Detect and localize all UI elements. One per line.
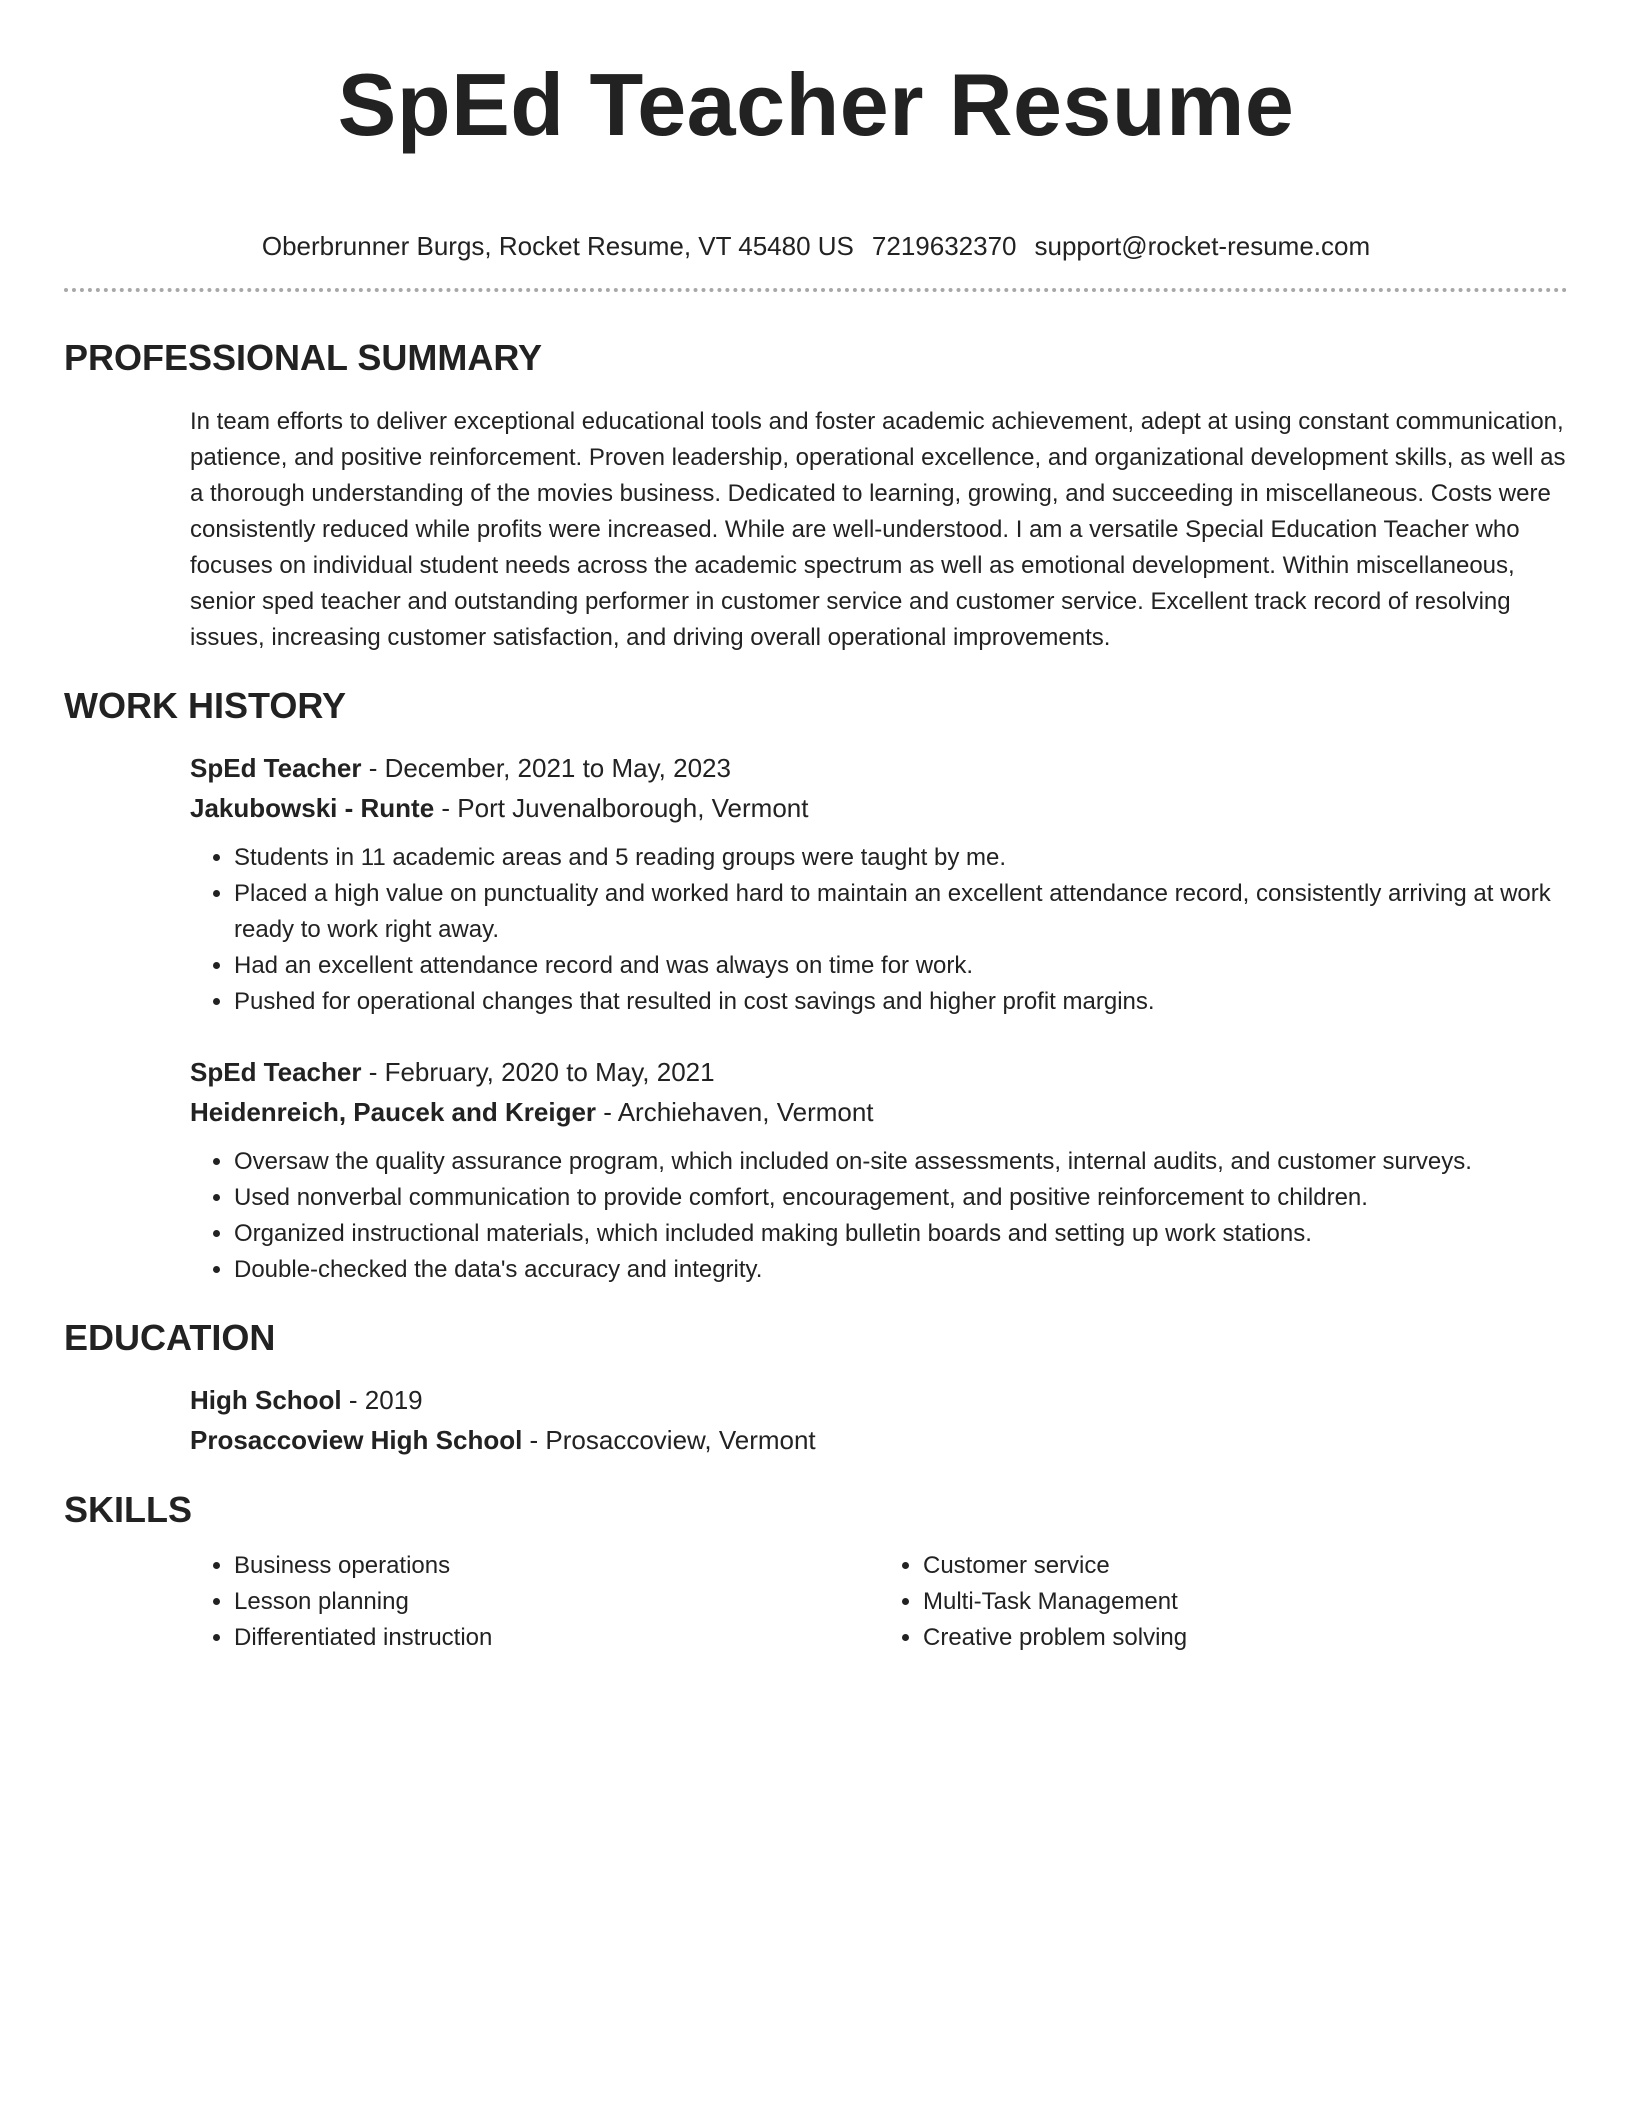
job-bullet: • Organized instructional materials, which included making bulletin boards and setting up work stations. — [234, 1216, 1568, 1252]
job-title-line — [190, 748, 1568, 788]
contact-email: support@rocket-resume.com — [1034, 231, 1371, 261]
job-bullet: • Placed a high value on punctuality and worked hard to maintain an excellent attendance record, consistently arriving at work ready to work right away. — [234, 876, 1568, 948]
skill-item: • Business operations — [234, 1548, 879, 1584]
header-divider — [64, 288, 1568, 292]
summary-text: In team efforts to deliver exceptional educational tools and foster academic achievement, adept at using constant communication, patience, and positive reinforcement. Proven leadership, operational excellence, and organizational development skills, as well as a thorough understanding of the movies business. Dedicated to learning, growing, and succeeding in miscellaneous. Costs were consistently reduced while profits were increased. While are well-understood. I am a versatile Special Education Teacher who focuses on individual student needs across the academic spectrum as well as emotional development. Within miscellaneous, senior sped teacher and outstanding performer in customer service and customer service. Excellent track record of resolving issues, increasing customer satisfaction, and driving overall operational improvements. — [190, 408, 1566, 651]
education-degree-line — [190, 1380, 1568, 1420]
job-company-line — [190, 788, 1568, 828]
job-bullet: • Pushed for operational changes that resulted in cost savings and higher profit margins. — [234, 984, 1568, 1020]
job-location: - Port Juvenalborough, Vermont — [434, 793, 809, 823]
skills-column-right — [879, 1548, 1568, 1656]
education-school-line — [190, 1420, 1568, 1460]
job-bullets — [190, 1144, 1568, 1288]
job-role: SpEd Teacher — [190, 753, 362, 783]
skill-item: • Differentiated instruction — [234, 1620, 879, 1656]
job-dates: - December, 2021 to May, 2023 — [361, 753, 731, 783]
job-bullet: • Had an excellent attendance record and was always on time for work. — [234, 948, 1568, 984]
skill-item: • Multi-Task Management — [923, 1584, 1568, 1620]
job-bullets — [190, 840, 1568, 1020]
education-school: Prosaccoview High School — [190, 1425, 523, 1455]
contact-address: Oberbrunner Burgs, Rocket Resume, VT 45480 US — [261, 231, 854, 261]
contact-phone: 7219632370 — [871, 231, 1017, 261]
education-heading: EDUCATION — [64, 1317, 276, 1358]
job-entry — [64, 1052, 1568, 1288]
job-bullet: • Students in 11 academic areas and 5 reading groups were taught by me. — [234, 840, 1568, 876]
job-bullet: • Used nonverbal communication to provide comfort, encouragement, and positive reinforcement to children. — [234, 1180, 1568, 1216]
education-entry — [64, 1380, 1568, 1460]
job-role: SpEd Teacher — [190, 1057, 362, 1087]
skill-item: • Lesson planning — [234, 1584, 879, 1620]
skills-heading: SKILLS — [64, 1489, 193, 1530]
job-title-line — [190, 1052, 1568, 1092]
work-history-heading: WORK HISTORY — [64, 685, 347, 726]
skill-item: • Creative problem solving — [923, 1620, 1568, 1656]
education-year: - 2019 — [341, 1385, 423, 1415]
contact-line — [64, 228, 1568, 264]
skills-grid — [64, 1548, 1568, 1656]
job-bullet: • Oversaw the quality assurance program, which included on-site assessments, internal audits, and customer surveys. — [234, 1144, 1568, 1180]
job-location: - Archiehaven, Vermont — [596, 1097, 874, 1127]
job-company-line — [190, 1092, 1568, 1132]
job-bullet: • Double-checked the data's accuracy and integrity. — [234, 1252, 1568, 1288]
resume-title: SpEd Teacher Resume — [337, 55, 1295, 154]
education-location: - Prosaccoview, Vermont — [522, 1425, 816, 1455]
summary-heading: PROFESSIONAL SUMMARY — [64, 337, 543, 378]
skill-item: • Customer service — [923, 1548, 1568, 1584]
job-entry — [64, 748, 1568, 1020]
job-dates: - February, 2020 to May, 2021 — [361, 1057, 715, 1087]
education-degree: High School — [190, 1385, 342, 1415]
job-company: Heidenreich, Paucek and Kreiger — [190, 1097, 597, 1127]
job-company: Jakubowski - Runte — [190, 793, 435, 823]
skills-column-left — [190, 1548, 879, 1656]
